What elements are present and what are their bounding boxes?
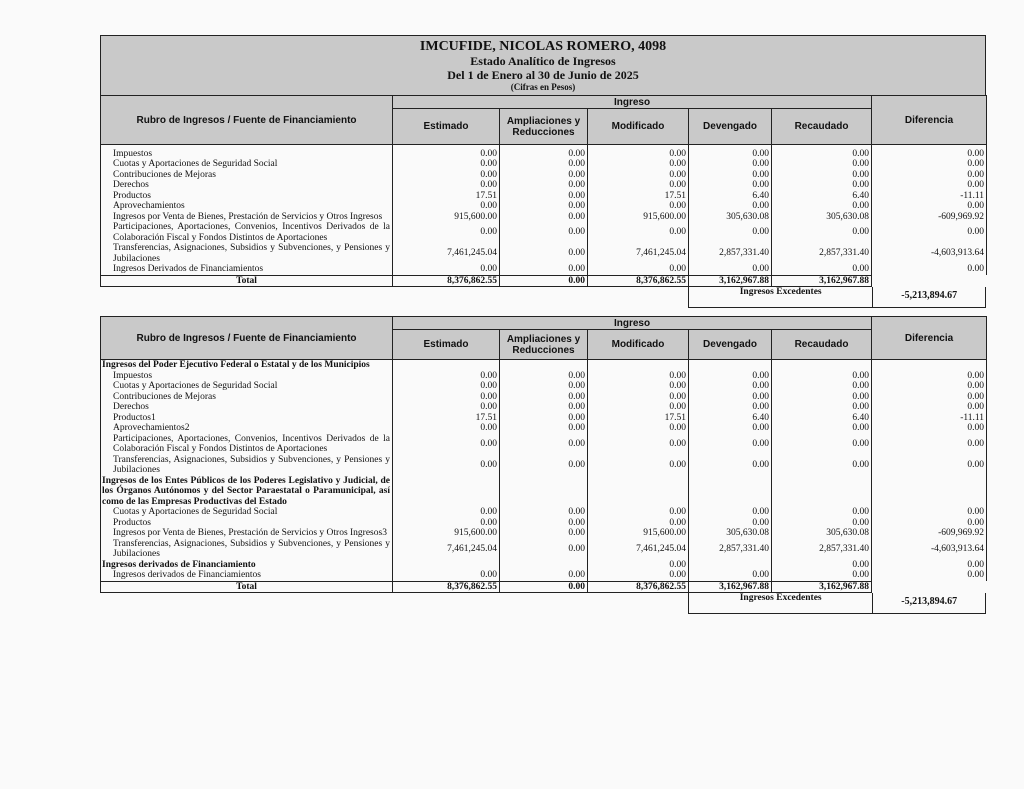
col-devengado: Devengado — [689, 330, 772, 360]
cell-value: 0.00 — [500, 222, 588, 243]
cell-value: 0.00 — [500, 243, 588, 264]
row-label: Aprovechamientos — [101, 201, 393, 212]
cell-value: 0.00 — [500, 212, 588, 223]
total-label: Total — [101, 275, 393, 287]
cell-value: 0.00 — [393, 518, 500, 529]
col-recaudado: Recaudado — [772, 109, 872, 145]
cell-value — [588, 476, 689, 508]
cell-value — [500, 476, 588, 508]
col-estimado: Estimado — [393, 109, 500, 145]
group-label: Ingresos del Poder Ejecutivo Federal o Estatal y de los Municipios — [101, 360, 393, 371]
cell-value: 0.00 — [689, 392, 772, 403]
cell-value — [689, 360, 772, 371]
cell-value: 305,630.08 — [772, 212, 872, 223]
cell-value: 0.00 — [588, 381, 689, 392]
cell-value: 7,461,245.04 — [588, 539, 689, 560]
cell-value: 0.00 — [588, 392, 689, 403]
cell-value: 0.00 — [689, 570, 772, 581]
cell-value: 0.00 — [500, 392, 588, 403]
cell-value: -11.11 — [872, 413, 987, 424]
total-value: 3,162,967.88 — [772, 581, 872, 593]
cell-value: 0.00 — [772, 159, 872, 170]
total-value: 0.00 — [500, 581, 588, 593]
table-row — [101, 170, 987, 181]
cell-value: 0.00 — [772, 201, 872, 212]
table-row — [101, 392, 987, 403]
cell-value: 0.00 — [393, 201, 500, 212]
report-period: Del 1 de Enero al 30 de Junio de 2025 — [447, 68, 639, 82]
table-row — [101, 201, 987, 212]
cell-value: 305,630.08 — [772, 528, 872, 539]
cell-value — [689, 560, 772, 571]
cell-value: -609,969.92 — [872, 212, 987, 223]
col-ampliaciones: Ampliaciones y Reducciones — [500, 330, 588, 360]
cell-value: 0.00 — [689, 423, 772, 434]
cell-value: 0.00 — [772, 402, 872, 413]
cell-value: 0.00 — [588, 371, 689, 382]
cell-value: 0.00 — [500, 434, 588, 455]
table-row — [101, 528, 987, 539]
cell-value: 0.00 — [393, 170, 500, 181]
entity-title: IMCUFIDE, NICOLAS ROMERO, 4098 — [419, 39, 667, 54]
col-rubro: Rubro de Ingresos / Fuente de Financiamiento — [101, 317, 393, 360]
cell-value: 915,600.00 — [588, 528, 689, 539]
row-label: Derechos — [101, 402, 393, 413]
cell-value: 6.40 — [772, 191, 872, 202]
table-body — [101, 360, 987, 582]
cell-value: 17.51 — [393, 191, 500, 202]
cell-value — [872, 360, 987, 371]
total-value: 8,376,862.55 — [588, 275, 689, 287]
row-label: Derechos — [101, 180, 393, 191]
cell-value: 0.00 — [872, 222, 987, 243]
cell-value: 0.00 — [772, 434, 872, 455]
cell-value: 0.00 — [393, 159, 500, 170]
cell-value: 2,857,331.40 — [689, 243, 772, 264]
col-rubro: Rubro de Ingresos / Fuente de Financiamiento — [101, 96, 393, 145]
cell-value: 0.00 — [689, 455, 772, 476]
row-label: Ingresos por Venta de Bienes, Prestación de Servicios y Otros Ingresos — [101, 212, 393, 223]
total-value: 3,162,967.88 — [689, 275, 772, 287]
cell-value: 0.00 — [689, 159, 772, 170]
row-label: Productos — [101, 191, 393, 202]
cell-value: 0.00 — [500, 371, 588, 382]
cell-value: 0.00 — [393, 570, 500, 581]
cell-value — [393, 560, 500, 571]
cell-value: 6.40 — [689, 191, 772, 202]
cell-value: 0.00 — [393, 264, 500, 275]
cell-value: 0.00 — [588, 402, 689, 413]
cell-value: -11.11 — [872, 191, 987, 202]
cell-value: 0.00 — [500, 264, 588, 275]
cell-value: 0.00 — [872, 159, 987, 170]
cell-value: 0.00 — [500, 507, 588, 518]
row-label: Ingresos por Venta de Bienes, Prestación de Servicios y Otros Ingresos3 — [101, 528, 393, 539]
cell-value: -609,969.92 — [872, 528, 987, 539]
cell-value: 0.00 — [872, 392, 987, 403]
cell-value: 0.00 — [588, 507, 689, 518]
cell-value: 0.00 — [772, 560, 872, 571]
row-label: Cuotas y Aportaciones de Seguridad Social — [101, 159, 393, 170]
table-row — [101, 507, 987, 518]
cell-value: 17.51 — [588, 191, 689, 202]
income-table-1 — [100, 95, 987, 287]
cell-value: 0.00 — [393, 402, 500, 413]
col-recaudado: Recaudado — [772, 330, 872, 360]
cell-value: 7,461,245.04 — [588, 243, 689, 264]
cell-value: 0.00 — [772, 392, 872, 403]
table-row — [101, 371, 987, 382]
col-diferencia: Diferencia — [872, 96, 987, 145]
cell-value: 2,857,331.40 — [689, 539, 772, 560]
cell-value: 0.00 — [588, 434, 689, 455]
group-label: Ingresos derivados de Financiamiento — [101, 560, 393, 571]
row-label: Ingresos Derivados de Financiamientos — [101, 264, 393, 275]
report-header — [100, 35, 986, 95]
report-units: (Cifras en Pesos) — [510, 82, 576, 92]
col-modificado: Modificado — [588, 109, 689, 145]
cell-value: 0.00 — [500, 413, 588, 424]
cell-value: 0.00 — [772, 264, 872, 275]
cell-value: 7,461,245.04 — [393, 243, 500, 264]
row-label: Transferencias, Asignaciones, Subsidios y Subvenciones, y Pensiones y Jubilaciones — [101, 539, 393, 560]
cell-value: -4,603,913.64 — [872, 539, 987, 560]
row-label: Impuestos — [101, 371, 393, 382]
cell-value: 0.00 — [588, 423, 689, 434]
col-devengado: Devengado — [689, 109, 772, 145]
table-row — [101, 434, 987, 455]
cell-value: 0.00 — [500, 159, 588, 170]
cell-value: 0.00 — [500, 518, 588, 529]
cell-value: 0.00 — [772, 570, 872, 581]
cell-value: 0.00 — [872, 423, 987, 434]
excedentes-row-1 — [688, 287, 986, 308]
row-label: Productos1 — [101, 413, 393, 424]
cell-value: 915,600.00 — [393, 212, 500, 223]
table-row — [101, 243, 987, 264]
cell-value: 0.00 — [393, 423, 500, 434]
total-value: 8,376,862.55 — [393, 581, 500, 593]
cell-value: 0.00 — [393, 381, 500, 392]
cell-value: 0.00 — [500, 381, 588, 392]
cell-value: 0.00 — [772, 170, 872, 181]
table-row — [101, 149, 987, 160]
row-label: Contribuciones de Mejoras — [101, 392, 393, 403]
cell-value: 0.00 — [772, 149, 872, 160]
cell-value: 0.00 — [588, 570, 689, 581]
cell-value: 0.00 — [588, 159, 689, 170]
row-label: Cuotas y Aportaciones de Seguridad Social — [101, 381, 393, 392]
cell-value: 0.00 — [393, 392, 500, 403]
table-row — [101, 264, 987, 275]
cell-value: 0.00 — [872, 507, 987, 518]
cell-value: 305,630.08 — [689, 212, 772, 223]
table-row — [101, 402, 987, 413]
cell-value: 0.00 — [689, 170, 772, 181]
cell-value: 0.00 — [500, 402, 588, 413]
cell-value: 0.00 — [588, 264, 689, 275]
cell-value: 0.00 — [689, 518, 772, 529]
total-value: 8,376,862.55 — [588, 581, 689, 593]
table-row — [101, 159, 987, 170]
cell-value: 0.00 — [393, 371, 500, 382]
total-value: 8,376,862.55 — [393, 275, 500, 287]
cell-value: 0.00 — [500, 423, 588, 434]
group-label: Ingresos de los Entes Públicos de los Poderes Legislativo y Judicial, de los Órganos Autónomos y del Sector Paraestatal o Paramunicipal, así como de las Empresas Productivas del Estado — [101, 476, 393, 508]
col-diferencia: Diferencia — [872, 317, 987, 360]
cell-value: 17.51 — [588, 413, 689, 424]
cell-value: 2,857,331.40 — [772, 539, 872, 560]
table-row — [101, 518, 987, 529]
total-value: 3,162,967.88 — [689, 581, 772, 593]
group-row — [101, 476, 987, 508]
cell-value: 0.00 — [588, 201, 689, 212]
cell-value — [500, 560, 588, 571]
col-ingreso: Ingreso — [393, 96, 872, 109]
table-row — [101, 381, 987, 392]
cell-value: 0.00 — [689, 222, 772, 243]
cell-value: 915,600.00 — [393, 528, 500, 539]
cell-value: 2,857,331.40 — [772, 243, 872, 264]
row-label: Participaciones, Aportaciones, Convenios, Incentivos Derivados de la Colaboración Fiscal y Fondos Distintos de Aportaciones — [101, 434, 393, 455]
excedentes-label: Ingresos Excedentes — [688, 287, 873, 308]
cell-value — [772, 360, 872, 371]
cell-value — [772, 476, 872, 508]
cell-value: 0.00 — [588, 560, 689, 571]
cell-value: 0.00 — [772, 507, 872, 518]
cell-value: 6.40 — [772, 413, 872, 424]
row-label: Productos — [101, 518, 393, 529]
table-body — [101, 145, 987, 276]
cell-value: 0.00 — [393, 180, 500, 191]
total-value: 3,162,967.88 — [772, 275, 872, 287]
cell-value: 0.00 — [393, 434, 500, 455]
cell-value: 0.00 — [772, 371, 872, 382]
cell-value: 0.00 — [772, 180, 872, 191]
table-row — [101, 413, 987, 424]
cell-value: 0.00 — [872, 381, 987, 392]
cell-value: 0.00 — [872, 149, 987, 160]
cell-value: 0.00 — [588, 455, 689, 476]
row-label: Contribuciones de Mejoras — [101, 170, 393, 181]
total-value: 0.00 — [500, 275, 588, 287]
cell-value: 915,600.00 — [588, 212, 689, 223]
row-label: Impuestos — [101, 149, 393, 160]
cell-value: 0.00 — [772, 222, 872, 243]
row-label: Participaciones, Aportaciones, Convenios, Incentivos Derivados de la Colaboración Fiscal y Fondos Distintos de Aportaciones — [101, 222, 393, 243]
cell-value: 0.00 — [772, 455, 872, 476]
excedentes-label: Ingresos Excedentes — [688, 593, 873, 614]
cell-value: 0.00 — [689, 149, 772, 160]
cell-value: 305,630.08 — [689, 528, 772, 539]
cell-value: 0.00 — [588, 149, 689, 160]
cell-value: 17.51 — [393, 413, 500, 424]
total-row — [101, 581, 987, 593]
row-label: Cuotas y Aportaciones de Seguridad Social — [101, 507, 393, 518]
excedentes-row-2 — [688, 593, 986, 614]
cell-value: 0.00 — [500, 170, 588, 181]
cell-value: 0.00 — [500, 528, 588, 539]
col-estimado: Estimado — [393, 330, 500, 360]
row-label: Aprovechamientos2 — [101, 423, 393, 434]
cell-value: 0.00 — [500, 455, 588, 476]
cell-value: 0.00 — [689, 264, 772, 275]
cell-value: 0.00 — [872, 434, 987, 455]
cell-value: 0.00 — [872, 570, 987, 581]
cell-value: 0.00 — [689, 507, 772, 518]
cell-value: 0.00 — [872, 371, 987, 382]
excedentes-value: -5,213,894.67 — [873, 593, 986, 614]
cell-value: 0.00 — [393, 507, 500, 518]
cell-value: 0.00 — [872, 264, 987, 275]
cell-value — [588, 360, 689, 371]
cell-value: 0.00 — [872, 180, 987, 191]
cell-value — [500, 360, 588, 371]
cell-value: 0.00 — [588, 170, 689, 181]
col-ampliaciones: Ampliaciones y Reducciones — [500, 109, 588, 145]
total-row — [101, 275, 987, 287]
cell-value: 0.00 — [689, 371, 772, 382]
group-row — [101, 560, 987, 571]
cell-value: 0.00 — [500, 570, 588, 581]
report-sheet — [100, 35, 986, 614]
group-row — [101, 360, 987, 371]
cell-value: 0.00 — [772, 423, 872, 434]
table-row — [101, 539, 987, 560]
cell-value: 0.00 — [588, 222, 689, 243]
table-row — [101, 222, 987, 243]
cell-value: 0.00 — [872, 560, 987, 571]
cell-value: 0.00 — [872, 170, 987, 181]
cell-value: 0.00 — [393, 455, 500, 476]
cell-value: 0.00 — [689, 180, 772, 191]
cell-value: 0.00 — [689, 402, 772, 413]
table-row — [101, 180, 987, 191]
cell-value: 0.00 — [500, 201, 588, 212]
total-label: Total — [101, 581, 393, 593]
col-ingreso: Ingreso — [393, 317, 872, 330]
row-label: Transferencias, Asignaciones, Subsidios y Subvenciones, y Pensiones y Jubilaciones — [101, 243, 393, 264]
table-row — [101, 212, 987, 223]
cell-value: 0.00 — [872, 455, 987, 476]
cell-value: 0.00 — [393, 149, 500, 160]
cell-value: 0.00 — [872, 201, 987, 212]
income-table-2 — [100, 316, 987, 593]
cell-value — [872, 476, 987, 508]
cell-value: 6.40 — [689, 413, 772, 424]
cell-value — [393, 476, 500, 508]
cell-value: 0.00 — [500, 180, 588, 191]
table-row — [101, 455, 987, 476]
cell-value: 0.00 — [588, 180, 689, 191]
table-row — [101, 570, 987, 581]
row-label: Ingresos derivados de Financiamientos — [101, 570, 393, 581]
col-modificado: Modificado — [588, 330, 689, 360]
cell-value: 0.00 — [588, 518, 689, 529]
cell-value: 0.00 — [772, 518, 872, 529]
cell-value: 0.00 — [872, 518, 987, 529]
cell-value: 0.00 — [772, 381, 872, 392]
cell-value: 0.00 — [689, 381, 772, 392]
cell-value — [689, 476, 772, 508]
cell-value: 0.00 — [500, 539, 588, 560]
table-row — [101, 423, 987, 434]
cell-value: -4,603,913.64 — [872, 243, 987, 264]
cell-value: 0.00 — [689, 434, 772, 455]
cell-value: 0.00 — [500, 191, 588, 202]
cell-value: 0.00 — [689, 201, 772, 212]
cell-value: 0.00 — [393, 222, 500, 243]
row-label: Transferencias, Asignaciones, Subsidios y Subvenciones, y Pensiones y Jubilaciones — [101, 455, 393, 476]
cell-value: 0.00 — [500, 149, 588, 160]
report-title: Estado Analítico de Ingresos — [470, 54, 616, 68]
cell-value — [393, 360, 500, 371]
excedentes-value: -5,213,894.67 — [873, 287, 986, 308]
cell-value: 0.00 — [872, 402, 987, 413]
cell-value: 7,461,245.04 — [393, 539, 500, 560]
table-row — [101, 191, 987, 202]
